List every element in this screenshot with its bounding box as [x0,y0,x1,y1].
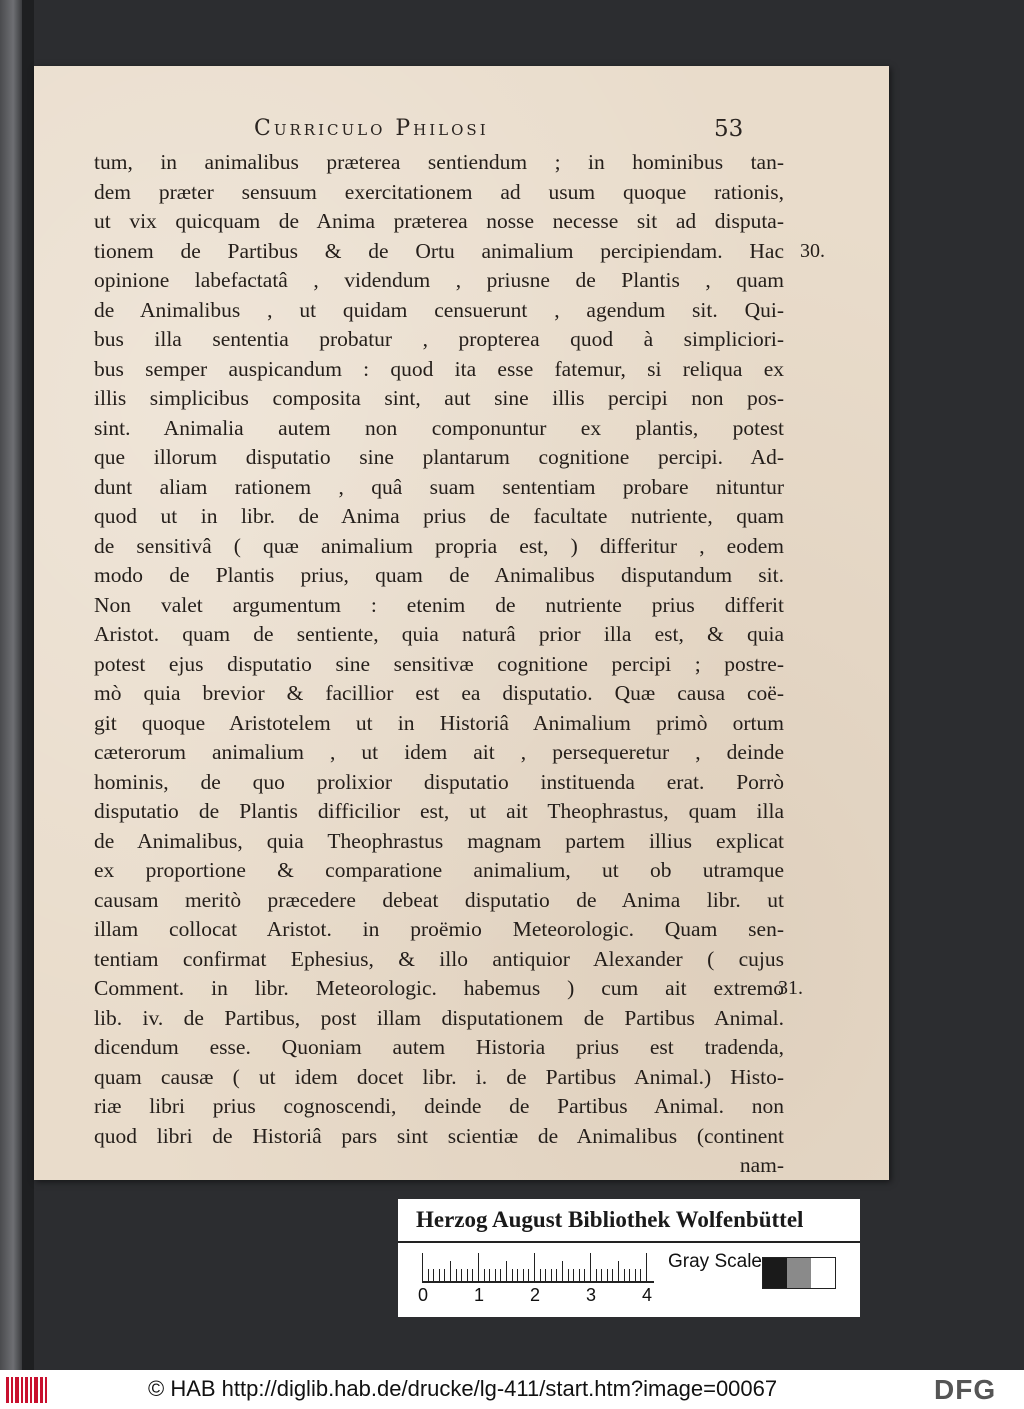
ruler-tick [573,1269,574,1281]
ruler-tick [422,1253,423,1281]
ruler-tick [562,1261,563,1281]
ruler-number: 3 [586,1285,597,1305]
ruler-tick [444,1269,445,1281]
text-line: sint. Animalia autem non componuntur ex plantis, potest [94,415,784,440]
text-line: potest ejus disputatio sine sensitivæ cognitione percipi ; postre- [94,651,784,676]
gray-scale-label: Gray Scale [668,1251,762,1272]
text-line: quod libri de Historiâ pars sint scientiæ de Animalibus (continent [94,1123,784,1148]
barcode-stripe [21,1377,23,1403]
ruler-tick [534,1253,535,1281]
ruler-tick [433,1269,434,1281]
text-line: ut vix quicquam de Anima præterea nosse necesse sit ad disputa- [94,209,784,233]
margin-note: 31. [778,977,803,999]
text-line: lib. iv. de Partibus, post illam disputationem de Partibus Animal. [94,1005,784,1030]
barcode-stripe [45,1377,47,1403]
dfg-logo: DFG [934,1374,997,1405]
body-text [94,148,784,1180]
text-line: quod ut in libr. de Anima prius de facultate nutriente, quam [94,504,784,528]
book-page [34,66,889,1180]
text-line: de Animalibus , ut quidam censuerunt , agendum sit. Qui- [94,297,784,322]
ruler-tick [568,1269,569,1281]
text-line: cæterorum animalium , ut idem ait , persequeretur , deinde [94,740,784,764]
ruler-tick [450,1261,451,1281]
ruler-tick [646,1253,647,1281]
scan-edge-shadow [22,0,34,1370]
hab-barcode-icon [6,1377,48,1403]
ruler-tick [540,1269,541,1281]
ruler-tick [495,1269,496,1281]
library-name: Herzog August Bibliothek Wolfenbüttel [416,1207,804,1232]
ruler-tick [635,1269,636,1281]
ruler-tick [624,1269,625,1281]
ruler-tick [590,1253,591,1281]
text-line: que illorum disputatio sine plantarum cognitione percipi. Ad- [94,445,784,469]
barcode-stripe [6,1377,9,1403]
ruler-tick [456,1269,457,1281]
ruler-tick [601,1269,602,1281]
running-head [34,116,889,148]
text-line: modo de Plantis prius, quam de Animalibus disputandum sit. [94,563,784,587]
barcode-stripe [11,1377,13,1403]
ruler-tick [629,1269,630,1281]
gray-swatch [811,1258,835,1288]
page-number: 53 [714,116,744,142]
ruler-number: 1 [474,1285,485,1305]
barcode-stripe [30,1377,32,1403]
text-line: quam causæ ( ut idem docet libr. i. de Partibus Animal.) Histo- [94,1064,784,1089]
ruler-scale [418,1285,678,1307]
ruler-tick [472,1269,473,1281]
ruler-tick [607,1269,608,1281]
gray-swatch [763,1258,787,1288]
text-line: bus illa sententia probatur , propterea quod à simpliciori- [94,327,784,351]
text-line: causam meritò præcedere debeat disputatio de Anima libr. ut [94,887,784,912]
ruler-tick [461,1269,462,1281]
ruler-tick [439,1269,440,1281]
text-line: git quoque Aristotelem ut in Historiâ Animalium primò ortum [94,710,784,735]
ruler-number: 0 [418,1285,429,1305]
ruler-tick [478,1253,479,1281]
ruler-tick [551,1269,552,1281]
running-title: Curriculo Philosi [254,116,489,141]
barcode-stripe [25,1377,28,1403]
barcode-stripe [34,1377,38,1403]
ruler-tick [584,1269,585,1281]
text-line: Aristot. quam de sentiente, quia naturâ prior illa est, & quia [94,622,784,646]
text-line: de Animalibus, quia Theophrastus magnam partem illius explicat [94,828,784,853]
text-line: Non valet argumentum : etenim de nutriente prius differit [94,592,784,617]
ruler-tick [556,1269,557,1281]
ruler-tick [523,1269,524,1281]
ruler-tick [579,1269,580,1281]
text-line: disputatio de Plantis difficilior est, ut ait Theophrastus, quam illa [94,799,784,823]
footer-bar [0,1370,1024,1409]
text-line: ex proportione & comparatione animalium, ut ob utramque [94,858,784,882]
ruler-tick [428,1269,429,1281]
text-line: tentiam confirmat Ephesius, & illo antiquior Alexander ( cujus [94,946,784,971]
barcode-stripe [15,1377,19,1403]
gray-swatch [787,1258,811,1288]
barcode-stripe [40,1377,43,1403]
ruler-tick [640,1269,641,1281]
measuring-ruler [422,1251,654,1283]
ruler-tick [506,1261,507,1281]
text-line: dem præter sensuum exercitationem ad usum quoque rationis, [94,179,784,204]
text-line: dunt aliam rationem , quâ suam sententiam probare nituntur [94,474,784,499]
ruler-tick [500,1269,501,1281]
footer-copyright-link[interactable]: © HAB http://diglib.hab.de/drucke/lg-411/start.htm?image=00067 [148,1376,778,1401]
text-line: dicendum esse. Quoniam autem Historia prius est tradenda, [94,1035,784,1059]
gray-scale-swatches [762,1257,836,1289]
text-line: tionem de Partibus & de Ortu animalium percipiendam. Hac [94,238,784,263]
ruler-tick [489,1269,490,1281]
ruler-tick [517,1269,518,1281]
ruler-tick [528,1269,529,1281]
ruler-tick [545,1269,546,1281]
margin-note: 30. [800,240,825,262]
text-line: illis simplicibus composita sint, aut sine illis percipi non pos- [94,386,784,410]
text-line: nam- [739,1153,784,1177]
text-line: bus semper auspicandum : quod ita esse fatemur, si reliqua ex [94,356,784,381]
text-line: de sensitivâ ( quæ animalium propria est, ) differitur , eodem [94,533,784,558]
color-calibration-card [398,1199,860,1317]
text-line: Comment. in libr. Meteorologic. habemus ) cum ait extremo [94,976,784,1000]
ruler-tick [467,1269,468,1281]
card-divider [398,1241,860,1243]
text-line: tum, in animalibus præterea sentiendum ; in hominibus tan- [94,150,784,174]
ruler-number: 4 [642,1285,653,1305]
ruler-number: 2 [530,1285,541,1305]
text-line: mò quia brevior & facillior est ea disputatio. Quæ causa coë- [94,681,784,705]
ruler-tick [596,1269,597,1281]
text-line: illam collocat Aristot. in proëmio Meteorologic. Quam sen- [94,917,784,941]
ruler-tick [618,1261,619,1281]
text-line: riæ libri prius cognoscendi, deinde de Partibus Animal. non [94,1094,784,1118]
ruler-tick [512,1269,513,1281]
ruler-tick [612,1269,613,1281]
text-line: opinione labefactatâ , videndum , priusne de Plantis , quam [94,268,784,292]
scan-edge [0,0,22,1370]
text-line: hominis, de quo prolixior disputatio instituenda erat. Porrò [94,769,784,794]
ruler-tick [484,1269,485,1281]
